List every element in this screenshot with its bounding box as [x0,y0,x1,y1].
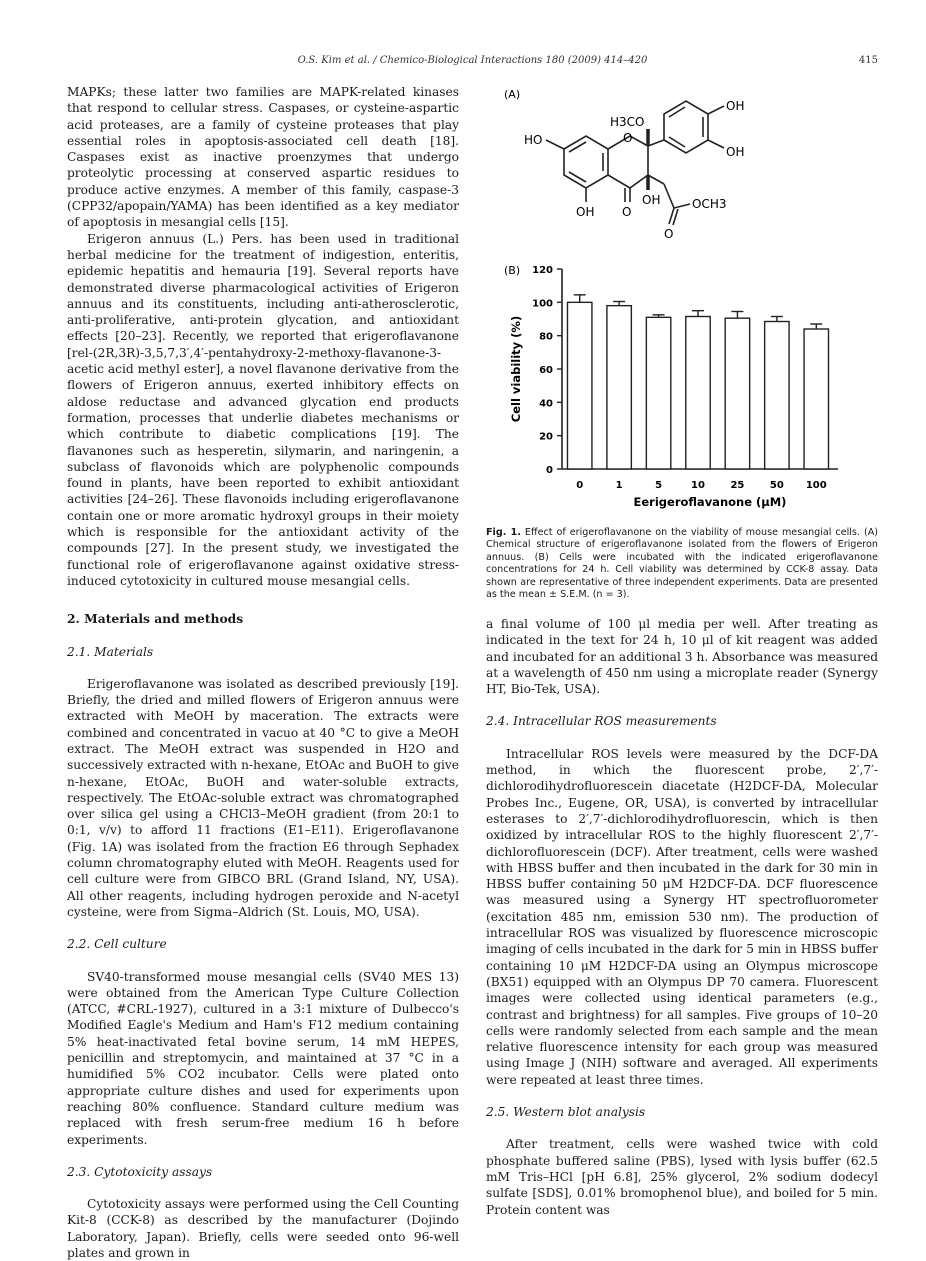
subsection-title: 2.1. Materials [67,644,154,659]
paragraph: Erigeron annuus (L.) Pers. has been used in traditional herbal medicine for the treatment of indigestion, enteritis, epidemic hepatitis and hemauria [19]. Several reports have demonstrated diverse pharmacological activities of Erigeron annuus and its constituents, including anti-atherosclerotic, anti-proliferative, anti-protein glycation, and antioxidant effects [20–23]. Recently, we reported that erigeroflavanone [rel-(2R,3R)-3,5,7,3′,4′-pentahydroxy-2-methoxy-flavanone-3-acetic acid methyl ester], a novel flavanone derivative from the flowers of Erigeron annuus, exerted inhibitory effects on aldose reductase and advanced glycation end products formation, processes that underlie diabetes mechanisms or which contribute to diabetic complications [19]. The flavanones such as hesperetin, silymarin, and naringenin, a subclass of flavonoids which are polyphenolic compounds found in plants, have been reported to exhibit antioxidant activities [24–26]. These flavonoids including erigeroflavanone contain one or more aromatic hydroxyl groups in their moiety which is responsible for the antioxidant activity of the compounds [27]. In the present study, we investigated the functional role of erigeroflavanone against oxidative stress-induced cytotoxicity in cultured mouse mesangial cells. [67,231,459,588]
y-tick-label: 120 [532,265,553,276]
chem-label: OH [642,193,661,207]
chem-label: OH [576,205,595,219]
figure-1 [486,84,878,514]
y-tick-label: 0 [546,465,553,476]
bar [607,306,631,469]
x-tick-label: 5 [655,480,663,491]
x-axis-label: Eerigeroflavanone (μM) [633,495,787,509]
x-tick-label: 25 [730,480,745,491]
chem-label: OH [726,99,745,113]
paragraph: Intracellular ROS levels were measured by the DCF-DA method, in which the fluorescent probe, 2′,7′-dichlorodihydrofluorescein diacetate (H2DCF-DA, Molecular Probes Inc., Eugene, OR, USA), is converted by intracellular esterases to 2′,7′-dichlorodihydrofluorescin, which is then oxidized by intracellular ROS to the highly fluorescent 2′,7′-dichlorofluorescein (DCF). After treatment, cells were washed with HBSS buffer and then incubated in the dark for 30 min in HBSS buffer containing 50 μM H2DCF-DA. DCF fluorescence was measured using a Synergy HT spectrofluorometer (excitation 485 nm, emission 530 nm). The production of intracellular ROS was visualized by fluorescence microscopic imaging of cells incubated in the dark for 5 min in HBSS buffer containing 10 μM H2DCF-DA using an Olympus microscope (BX51) equipped with an Olympus DP 70 camera. Fluorescent images were collected using identical parameters (e.g., contrast and brightness) for all samples. Five groups of 10–20 cells were randomly selected from each sample and the mean relative fluorescence intensity for each group was measured using Image J (NIH) software and averaged. All experiments were repeated at least three times. [486,746,878,1087]
subsection-title: 2.3. Cytotoxicity assays [67,1164,213,1179]
figure-graphic [486,84,878,514]
y-tick-label: 60 [539,365,553,376]
paragraph: Erigeroflavanone was isolated as described previously [19]. Briefly, the dried and milled flowers of Erigeron annuus were extracted with MeOH by maceration. The extracts were combined and concentrated in vacuo at 40 °C to give a MeOH extract. The MeOH extract was suspended in H2O and successively extracted with n-hexane, EtOAc and BuOH to give n-hexane, EtOAc, BuOH and water-soluble extracts, respectively. The EtOAc-soluble extract was chromatographed over silica gel using a CHCl3–MeOH gradient (from 20:1 to 0:1, v/v) to afford 11 fractions (E1–E11). Erigeroflavanone (Fig. 1A) was isolated from the fraction E6 through Sephadex column chromatography eluted with MeOH. Reagents used for cell culture were from GIBCO BRL (Grand Island, NY, USA). All other reagents, including hydrogen peroxide and N-acetyl cysteine, were from Sigma–Aldrich (St. Louis, MO, USA). [67,676,459,919]
x-tick-label: 1 [615,480,623,491]
chem-label: O [623,131,633,145]
panel-b-label: (B) [504,264,521,277]
subsection-title: 2.4. Intracellular ROS measurements [486,714,717,729]
paragraph: Cytotoxicity assays were performed using the Cell Counting Kit-8 (CCK-8) as described by the manufacturer (Dojindo Laboratory, Japan). Briefly, cells were seeded onto 96-well plates and grown in [67,1197,459,1260]
bar [567,302,591,469]
left-column [67,84,459,1261]
y-tick-label: 100 [532,298,553,310]
subsection-title: 2.5. Western blot analysis [486,1105,646,1120]
paragraph: MAPKs; these latter two families are MAPK-related kinases that respond to cellular stress. Caspases, or cysteine-aspartic acid proteases, are a family of cysteine proteases that play essential roles in apoptosis-associated cell death [18]. Caspases exist as inactive proenzymes that undergo proteolytic processing at conserved aspartic residues to produce active enzymes. A member of this family, caspase-3 (CPP32/apopain/YAMA) has been identified as a key mediator of apoptosis in mesangial cells [15]. [67,85,459,230]
chem-label: O [664,227,674,241]
viability-bar-chart [509,265,838,509]
paragraph: After treatment, cells were washed twice with cold phosphate buffered saline (PBS), lysed with lysis buffer (62.5 mM Tris–HCl [pH 6.8], 25% glycerol, 2% sodium dodecyl sulfate [SDS], 0.01% bromophenol blue), and boiled for 5 min. Protein content was [486,1137,878,1217]
chem-label: O [622,205,632,219]
chem-label: OH [726,145,745,159]
chem-label: H3CO [610,115,645,129]
right-column [486,616,878,1218]
caption-label: Fig. 1. [486,527,521,538]
bar [804,329,828,469]
paragraph: SV40-transformed mouse mesangial cells (SV40 MES 13) were obtained from the American Type Culture Collection (ATCC, #CRL-1927), cultured in a 3:1 mixture of Dulbecco's Modified Eagle's Medium and Ham's F12 medium containing 5% heat-inactivated fetal bovine serum, 14 mM HEPES, penicillin and streptomycin, and maintained at 37 °C in a humidified 5% CO2 incubator. Cells were plated onto appropriate culture dishes and used for experiments upon reaching 80% confluence. Standard culture medium was replaced with fresh serum-free medium 16 h before experiments. [67,969,459,1147]
y-tick-label: 20 [539,431,553,443]
caption-text: Effect of erigeroflavanone on the viability of mouse mesangial cells. (A) Chemical structure of erigeroflavanone isolated from the flowers of Erigeron annuus. (B) Cells were incubated with the indicated erigeroflavanone concentrations for 24 h. Cell viability was determined by CCK-8 assay. Data shown are representative of three independent experiments. Data are presented as the mean ± S.E.M. (n = 3). [486,527,878,601]
panel-a-label: (A) [504,88,521,101]
section-title: 2. Materials and methods [67,611,244,627]
x-tick-label: 50 [769,480,784,491]
y-tick-label: 40 [539,398,553,410]
paragraph: a final volume of 100 μl media per well. After treating as indicated in the text for 24 h, 10 μl of kit reagent was added and incubated for an additional 3 h. Absorbance was measured at a wavelength of 450 nm using a microplate reader (Synergy HT, Bio-Tek, USA). [486,617,878,697]
y-axis-label: Cell viability (%) [509,315,523,423]
chem-label: OCH3 [692,197,727,211]
bar [646,317,670,469]
page-number: 415 [858,55,878,66]
chem-label: HO [524,133,543,147]
x-tick-label: 10 [691,480,705,491]
running-head: O.S. Kim et al. / Chemico-Biological Interactions 180 (2009) 414–420 [297,55,648,66]
x-tick-label: 0 [576,480,584,491]
bar [686,317,710,470]
subsection-title: 2.2. Cell culture [67,937,167,952]
x-tick-label: 100 [805,480,827,491]
y-tick-label: 80 [539,331,553,343]
figure-caption [486,527,878,601]
bar [765,322,789,470]
bar [725,318,749,469]
